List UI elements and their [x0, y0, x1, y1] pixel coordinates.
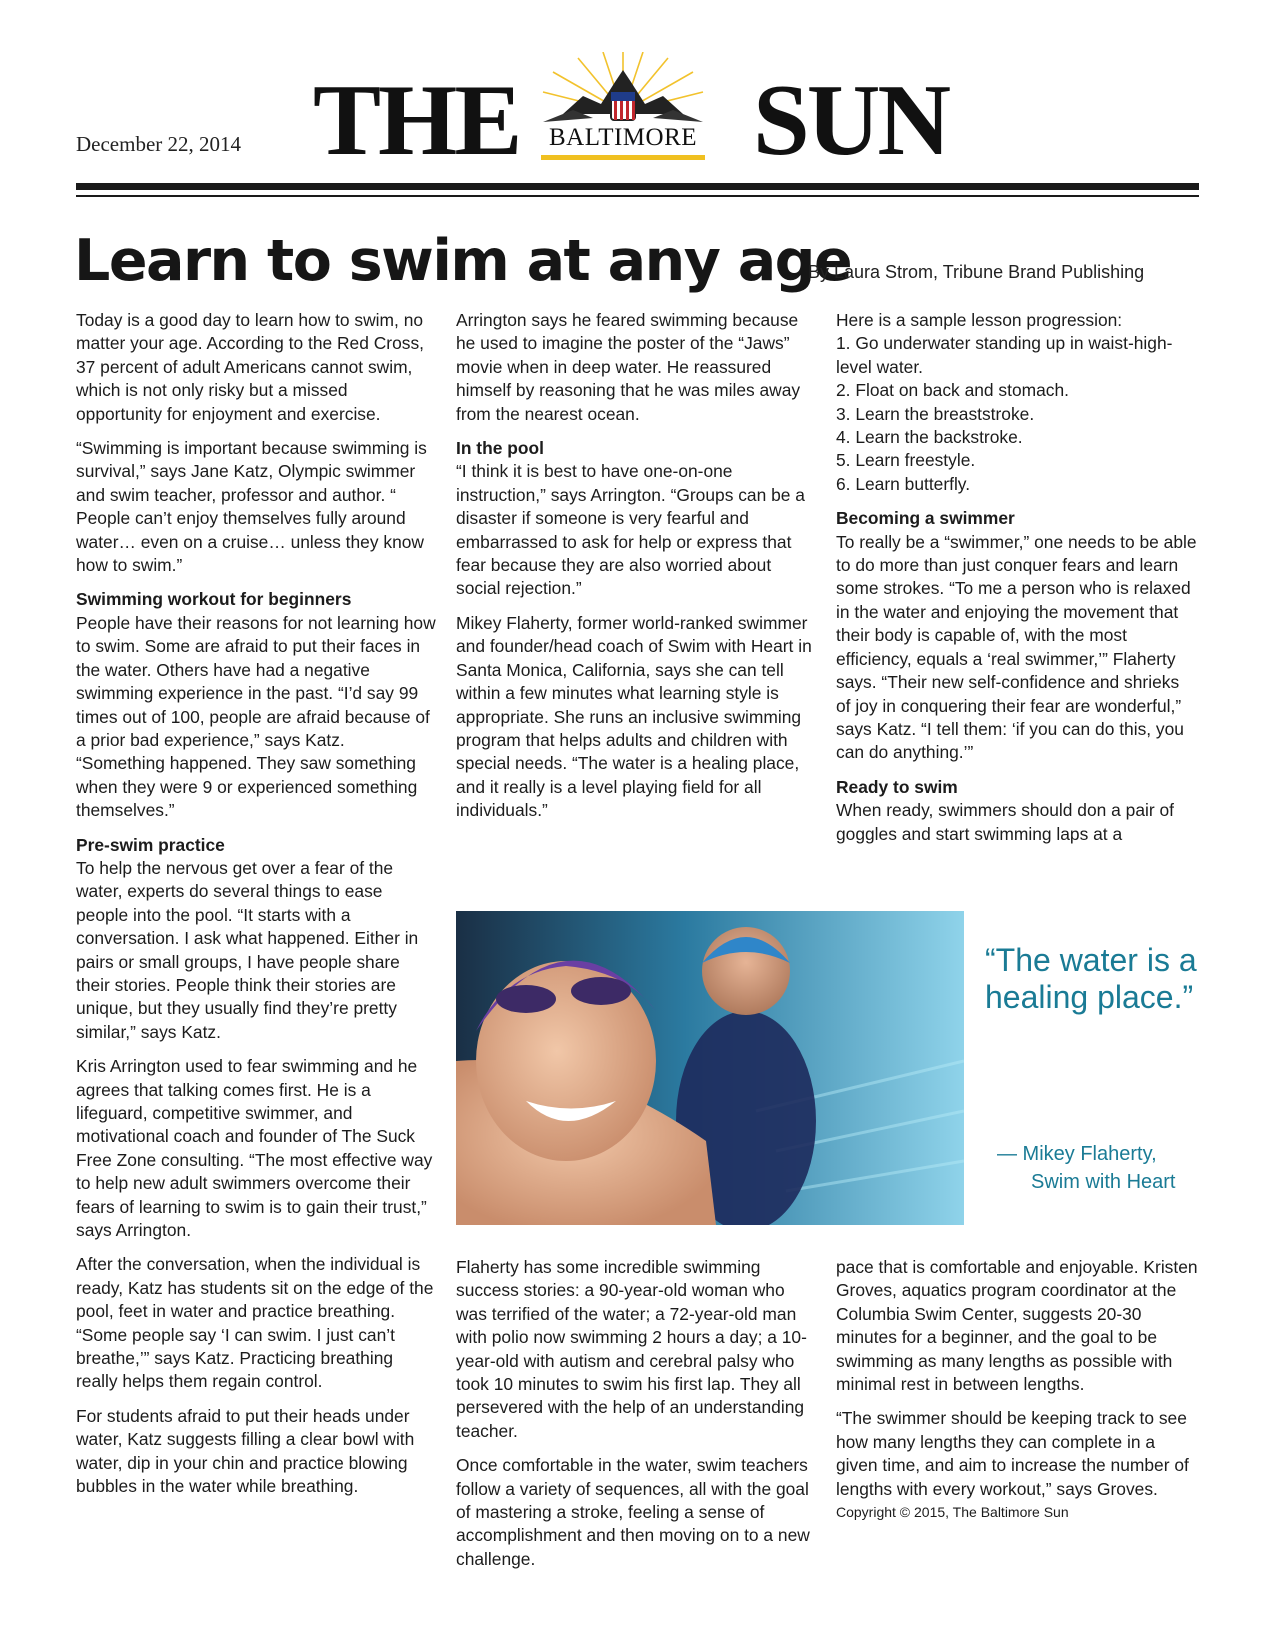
- paragraph: Mikey Flaherty, former world-ranked swimmer and founder/head coach of Swim with Heart in Santa Monica, California, says she can tell within a few minutes what learning style is appropriate. She runs an inclusive swimming program that helps adults and children with special needs. “The water is a healing place, and it really is a level playing field for all individuals.”: [456, 612, 812, 821]
- masthead-sun: SUN: [753, 64, 949, 177]
- article-column-2-continued: [456, 1256, 818, 1582]
- paragraph: To really be a “swimmer,” one needs to be able to do more than just conquer fears and learn some strokes. “To me a person who is relaxed in the water and enjoying the movement that their body is capable of, with the most efficiency, equals a ‘real swimmer,’” Flaherty says. “Their new self-confidence and shrieks of joy in conquering their fear are wonderful,” says Katz. “I tell them: ‘if you can do this, you can do anything.’”: [836, 531, 1197, 763]
- paragraph: Once comfortable in the water, swim teachers follow a variety of sequences, all with the goal of mastering a stroke, feeling a sense of accomplishment and then moving on to a new challenge.: [456, 1455, 810, 1569]
- paragraph: Arrington says he feared swimming because he used to imagine the poster of the “Jaws” movie when in deep water. He reassured himself by reasoning that he was miles away from the nearest ocean.: [456, 310, 801, 424]
- subhead: Swimming workout for beginners: [76, 589, 352, 610]
- article-headline: Learn to swim at any age: [74, 228, 852, 294]
- paragraph: For students afraid to put their heads under water, Katz suggests filling a clear bowl with water, dip in your chin and practice blowing bubbles in the water while breathing.: [76, 1405, 415, 1497]
- copyright-notice: Copyright © 2015, The Baltimore Sun: [836, 1504, 1069, 1521]
- list-item: 1. Go underwater standing up in waist-high-level water.: [836, 333, 1173, 377]
- masthead-gold-bar: [541, 155, 705, 160]
- masthead-rule-thick: [76, 183, 1199, 190]
- paragraph: To help the nervous get over a fear of the water, experts do several things to ease people into the pool. “It starts with a conversation. I ask what happened. Either in pairs or small groups, I have people share their stories. People think their stories are unique, but they usually find they’re pretty similar,” says Katz.: [76, 857, 419, 1042]
- subhead: In the pool: [456, 438, 544, 459]
- masthead-the: THE: [313, 64, 520, 177]
- article-column-2: [456, 309, 818, 834]
- masthead-baltimore: BALTIMORE: [548, 124, 698, 151]
- article-column-3: [836, 309, 1198, 857]
- paragraph: Today is a good day to learn how to swim, no matter your age. According to the Red Cross, 37 percent of adult Americans cannot swim, which is not only risky but a missed opportunity for enjoyment and exercise.: [76, 310, 424, 424]
- list-item: 5. Learn freestyle.: [836, 450, 976, 471]
- list-item: 4. Learn the backstroke.: [836, 427, 1023, 448]
- subhead: Ready to swim: [836, 776, 958, 797]
- attribution-line: Swim with Heart: [1031, 1171, 1176, 1193]
- paragraph: When ready, swimmers should don a pair of goggles and start swimming laps at a: [836, 800, 1174, 844]
- pull-quote-attribution: [997, 1140, 1207, 1196]
- swimmers-photo: [456, 911, 964, 1225]
- list-intro: Here is a sample lesson progression:: [836, 310, 1123, 330]
- article-column-1: [76, 309, 438, 1510]
- subhead: Pre-swim practice: [76, 834, 225, 855]
- paragraph: People have their reasons for not learning how to swim. Some are afraid to put their faces in the water. Others have had a negative swimming experience in the past. “I’d say 99 times out of 100, people are afraid because of a prior bad experience,” says Katz. “Something happened. They saw something when they were 9 or experienced something themselves.”: [76, 612, 436, 821]
- publication-date: December 22, 2014: [76, 132, 242, 156]
- paragraph: Kris Arrington used to fear swimming and he agrees that talking comes first. He is a lifeguard, competitive swimmer, and motivational coach and founder of The Suck Free Zone consulting. “The most effective way to help new adult swimmers overcome their fears of learning to swim is to gain their trust,” says Arrington.: [76, 1056, 433, 1241]
- paragraph: “I think it is best to have one-on-one instruction,” says Arrington. “Groups can be a disaster if someone is very fearful and embarrassed to ask for help or express that fear because they are also worried about social rejection.”: [456, 461, 805, 599]
- attribution-line: — Mikey Flaherty,: [997, 1143, 1157, 1165]
- list-item: 2. Float on back and stomach.: [836, 380, 1069, 401]
- masthead-logo: [313, 52, 963, 177]
- masthead-rule-thin: [76, 195, 1199, 197]
- list-item: 6. Learn butterfly.: [836, 473, 971, 494]
- paragraph: After the conversation, when the individual is ready, Katz has students sit on the edge of the pool, feet in water and practice breathing. “Some people say ‘I can swim. I just can’t breathe,’” says Katz. Practicing breathing really helps them regain control.: [76, 1254, 434, 1392]
- article-byline: By Laura Strom, Tribune Brand Publishing: [808, 262, 1145, 282]
- pull-quote: “The water is a healing place.”: [985, 942, 1197, 1015]
- paragraph: Flaherty has some incredible swimming success stories: a 90-year-old woman who was terrified of the water; a 72-year-old man with polio now swimming 2 hours a day; a 10-year-old with autism and cerebral palsy who took 10 minutes to swim his first lap. They all persevered with the help of an understanding teacher.: [456, 1257, 807, 1441]
- swimmers-photo-illustration: [456, 911, 964, 1225]
- list-item: 3. Learn the breaststroke.: [836, 403, 1035, 424]
- paragraph: pace that is comfortable and enjoyable. Kristen Groves, aquatics program coordinator at the Columbia Swim Center, suggests 20-30 minutes for a beginner, and the goal to be swimming as many lengths as possible with minimal rest in between lengths.: [836, 1257, 1198, 1395]
- article-column-3-continued: [836, 1256, 1198, 1521]
- paragraph: “Swimming is important because swimming is survival,” says Jane Katz, Olympic swimmer and swim teacher, professor and author. “ People can’t enjoy themselves fully around water… even on a cruise… unless they know how to swim.”: [76, 438, 427, 576]
- paragraph: “The swimmer should be keeping track to see how many lengths they can complete in a given time, and aim to increase the number of lengths with every workout,” says Groves.: [836, 1408, 1189, 1499]
- subhead: Becoming a swimmer: [836, 508, 1015, 529]
